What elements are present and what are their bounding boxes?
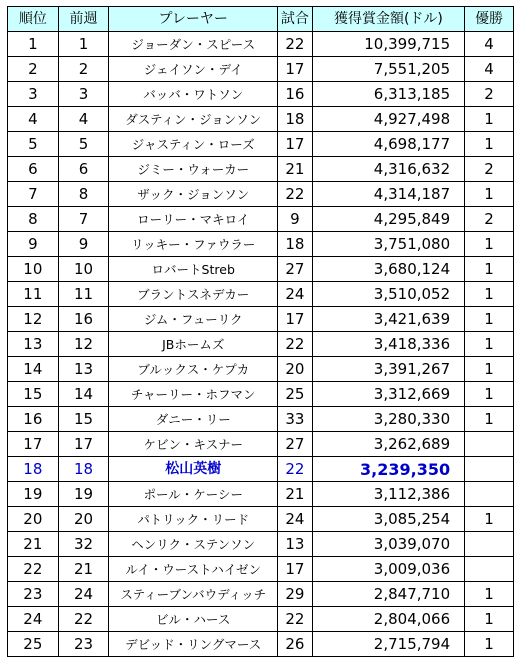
rank-cell: 9 xyxy=(8,232,59,257)
rank-cell: 17 xyxy=(8,432,59,457)
wins-cell: 1 xyxy=(465,282,514,307)
rank-cell: 12 xyxy=(8,307,59,332)
table-row xyxy=(8,207,514,232)
player-name-cell: ダニー・リー xyxy=(109,407,278,432)
prize-money-cell: 4,316,632 xyxy=(312,157,464,182)
table-row xyxy=(8,432,514,457)
wins-cell: 4 xyxy=(465,57,514,82)
header-rank: 順位 xyxy=(8,7,59,32)
table-row xyxy=(8,332,514,357)
player-name-cell: ジョーダン・スピース xyxy=(109,32,278,57)
events-cell: 25 xyxy=(278,382,313,407)
player-name-cell: デビッド・リングマース xyxy=(109,632,278,657)
wins-cell: 1 xyxy=(465,232,514,257)
table-body xyxy=(8,32,514,657)
table-row xyxy=(8,582,514,607)
previous-week-cell: 14 xyxy=(58,382,109,407)
prize-money-cell: 2,847,710 xyxy=(312,582,464,607)
wins-cell: 4 xyxy=(465,32,514,57)
table-row xyxy=(8,557,514,582)
player-name-cell: ザック・ジョンソン xyxy=(109,182,278,207)
wins-cell: 1 xyxy=(465,132,514,157)
wins-cell: 1 xyxy=(465,407,514,432)
events-cell: 20 xyxy=(278,357,313,382)
events-cell: 29 xyxy=(278,582,313,607)
events-cell: 22 xyxy=(278,332,313,357)
player-name-cell: チャーリー・ホフマン xyxy=(109,382,278,407)
table-row xyxy=(8,82,514,107)
table-row xyxy=(8,507,514,532)
previous-week-cell: 17 xyxy=(58,432,109,457)
prize-money-cell: 4,698,177 xyxy=(312,132,464,157)
rank-cell: 7 xyxy=(8,182,59,207)
wins-cell: 1 xyxy=(465,382,514,407)
header-wins: 優勝 xyxy=(465,7,514,32)
previous-week-cell: 15 xyxy=(58,407,109,432)
previous-week-cell: 23 xyxy=(58,632,109,657)
previous-week-cell: 18 xyxy=(58,457,109,482)
prize-money-cell: 6,313,185 xyxy=(312,82,464,107)
events-cell: 21 xyxy=(278,157,313,182)
player-name-cell: ケビン・キスナー xyxy=(109,432,278,457)
events-cell: 16 xyxy=(278,82,313,107)
table-row xyxy=(8,482,514,507)
table-row xyxy=(8,282,514,307)
rank-cell: 5 xyxy=(8,132,59,157)
previous-week-cell: 13 xyxy=(58,357,109,382)
previous-week-cell: 9 xyxy=(58,232,109,257)
events-cell: 26 xyxy=(278,632,313,657)
events-cell: 24 xyxy=(278,507,313,532)
rank-cell: 22 xyxy=(8,557,59,582)
prize-money-cell: 3,391,267 xyxy=(312,357,464,382)
player-name-cell: スティーブンバウディッチ xyxy=(109,582,278,607)
prize-money-cell: 2,715,794 xyxy=(312,632,464,657)
rank-cell: 21 xyxy=(8,532,59,557)
player-name-cell: JBホームズ xyxy=(109,332,278,357)
events-cell: 27 xyxy=(278,257,313,282)
player-name-cell: ジェイソン・デイ xyxy=(109,57,278,82)
rank-cell: 16 xyxy=(8,407,59,432)
previous-week-cell: 8 xyxy=(58,182,109,207)
player-name-cell: ジミー・ウォーカー xyxy=(109,157,278,182)
wins-cell: 1 xyxy=(465,357,514,382)
previous-week-cell: 4 xyxy=(58,107,109,132)
money-ranking-table xyxy=(7,6,514,657)
table-row xyxy=(8,32,514,57)
prize-money-cell: 7,551,205 xyxy=(312,57,464,82)
previous-week-cell: 16 xyxy=(58,307,109,332)
rank-cell: 25 xyxy=(8,632,59,657)
player-name-cell: ブルックス・ケプカ xyxy=(109,357,278,382)
previous-week-cell: 12 xyxy=(58,332,109,357)
events-cell: 33 xyxy=(278,407,313,432)
prize-money-cell: 10,399,715 xyxy=(312,32,464,57)
events-cell: 22 xyxy=(278,182,313,207)
player-name-cell: リッキー・ファウラー xyxy=(109,232,278,257)
events-cell: 9 xyxy=(278,207,313,232)
player-name-cell: ジャスティン・ローズ xyxy=(109,132,278,157)
rank-cell: 23 xyxy=(8,582,59,607)
wins-cell: 1 xyxy=(465,107,514,132)
rank-cell: 4 xyxy=(8,107,59,132)
rank-cell: 15 xyxy=(8,382,59,407)
table-row xyxy=(8,232,514,257)
events-cell: 17 xyxy=(278,132,313,157)
rank-cell: 10 xyxy=(8,257,59,282)
previous-week-cell: 20 xyxy=(58,507,109,532)
rank-cell: 2 xyxy=(8,57,59,82)
previous-week-cell: 24 xyxy=(58,582,109,607)
player-name-cell: パトリック・リード xyxy=(109,507,278,532)
player-name-cell: ローリー・マキロイ xyxy=(109,207,278,232)
previous-week-cell: 22 xyxy=(58,607,109,632)
events-cell: 22 xyxy=(278,32,313,57)
player-name-cell: ダスティン・ジョンソン xyxy=(109,107,278,132)
player-name-cell: ジム・フューリク xyxy=(109,307,278,332)
previous-week-cell: 3 xyxy=(58,82,109,107)
player-name-cell: ビル・ハース xyxy=(109,607,278,632)
table-row xyxy=(8,132,514,157)
table-row xyxy=(8,257,514,282)
wins-cell: 1 xyxy=(465,582,514,607)
player-name-cell: ポール・ケーシー xyxy=(109,482,278,507)
prize-money-cell: 2,804,066 xyxy=(312,607,464,632)
table-row xyxy=(8,107,514,132)
header-events: 試合 xyxy=(278,7,313,32)
rank-cell: 8 xyxy=(8,207,59,232)
previous-week-cell: 11 xyxy=(58,282,109,307)
table-row xyxy=(8,357,514,382)
events-cell: 17 xyxy=(278,57,313,82)
player-name-cell: ブラントスネデカー xyxy=(109,282,278,307)
previous-week-cell: 5 xyxy=(58,132,109,157)
table-row xyxy=(8,632,514,657)
events-cell: 17 xyxy=(278,307,313,332)
rank-cell: 13 xyxy=(8,332,59,357)
table-row xyxy=(8,457,514,482)
prize-money-cell: 3,085,254 xyxy=(312,507,464,532)
rank-cell: 3 xyxy=(8,82,59,107)
wins-cell xyxy=(465,557,514,582)
wins-cell: 1 xyxy=(465,632,514,657)
rank-cell: 6 xyxy=(8,157,59,182)
table-row xyxy=(8,57,514,82)
previous-week-cell: 10 xyxy=(58,257,109,282)
table-row xyxy=(8,407,514,432)
prize-money-cell: 3,239,350 xyxy=(312,457,464,482)
events-cell: 24 xyxy=(278,282,313,307)
events-cell: 22 xyxy=(278,607,313,632)
events-cell: 18 xyxy=(278,232,313,257)
prize-money-cell: 4,927,498 xyxy=(312,107,464,132)
previous-week-cell: 21 xyxy=(58,557,109,582)
prize-money-cell: 3,280,330 xyxy=(312,407,464,432)
table-row xyxy=(8,307,514,332)
previous-week-cell: 7 xyxy=(58,207,109,232)
events-cell: 22 xyxy=(278,457,313,482)
wins-cell xyxy=(465,457,514,482)
events-cell: 17 xyxy=(278,557,313,582)
wins-cell: 1 xyxy=(465,307,514,332)
events-cell: 27 xyxy=(278,432,313,457)
events-cell: 13 xyxy=(278,532,313,557)
wins-cell: 1 xyxy=(465,257,514,282)
previous-week-cell: 6 xyxy=(58,157,109,182)
previous-week-cell: 1 xyxy=(58,32,109,57)
events-cell: 21 xyxy=(278,482,313,507)
prize-money-cell: 3,510,052 xyxy=(312,282,464,307)
wins-cell: 1 xyxy=(465,182,514,207)
prize-money-cell: 3,312,669 xyxy=(312,382,464,407)
prize-money-cell: 3,262,689 xyxy=(312,432,464,457)
prize-money-cell: 4,314,187 xyxy=(312,182,464,207)
rank-cell: 1 xyxy=(8,32,59,57)
prize-money-cell: 3,112,386 xyxy=(312,482,464,507)
player-name-cell: ロバートStreb xyxy=(109,257,278,282)
prize-money-cell: 3,680,124 xyxy=(312,257,464,282)
table-row xyxy=(8,182,514,207)
wins-cell: 2 xyxy=(465,157,514,182)
money-ranking-table-container xyxy=(7,6,514,657)
player-name-cell: 松山英樹 xyxy=(109,457,278,482)
rank-cell: 18 xyxy=(8,457,59,482)
wins-cell: 1 xyxy=(465,607,514,632)
rank-cell: 19 xyxy=(8,482,59,507)
previous-week-cell: 2 xyxy=(58,57,109,82)
header-prize-money: 獲得賞金額(ドル) xyxy=(312,7,464,32)
prize-money-cell: 3,418,336 xyxy=(312,332,464,357)
table-row xyxy=(8,157,514,182)
wins-cell: 1 xyxy=(465,332,514,357)
prize-money-cell: 3,421,639 xyxy=(312,307,464,332)
player-name-cell: ルイ・ウーストハイゼン xyxy=(109,557,278,582)
table-row xyxy=(8,382,514,407)
rank-cell: 11 xyxy=(8,282,59,307)
rank-cell: 14 xyxy=(8,357,59,382)
wins-cell xyxy=(465,482,514,507)
rank-cell: 24 xyxy=(8,607,59,632)
wins-cell: 2 xyxy=(465,207,514,232)
player-name-cell: バッバ・ワトソン xyxy=(109,82,278,107)
prize-money-cell: 4,295,849 xyxy=(312,207,464,232)
wins-cell: 2 xyxy=(465,82,514,107)
player-name-cell: ヘンリク・ステンソン xyxy=(109,532,278,557)
rank-cell: 20 xyxy=(8,507,59,532)
header-previous-week: 前週 xyxy=(58,7,109,32)
wins-cell xyxy=(465,432,514,457)
prize-money-cell: 3,039,070 xyxy=(312,532,464,557)
header-row xyxy=(8,7,514,32)
table-row xyxy=(8,532,514,557)
previous-week-cell: 32 xyxy=(58,532,109,557)
previous-week-cell: 19 xyxy=(58,482,109,507)
wins-cell: 1 xyxy=(465,507,514,532)
prize-money-cell: 3,751,080 xyxy=(312,232,464,257)
wins-cell xyxy=(465,532,514,557)
events-cell: 18 xyxy=(278,107,313,132)
prize-money-cell: 3,009,036 xyxy=(312,557,464,582)
header-player: プレーヤー xyxy=(109,7,278,32)
table-row xyxy=(8,607,514,632)
